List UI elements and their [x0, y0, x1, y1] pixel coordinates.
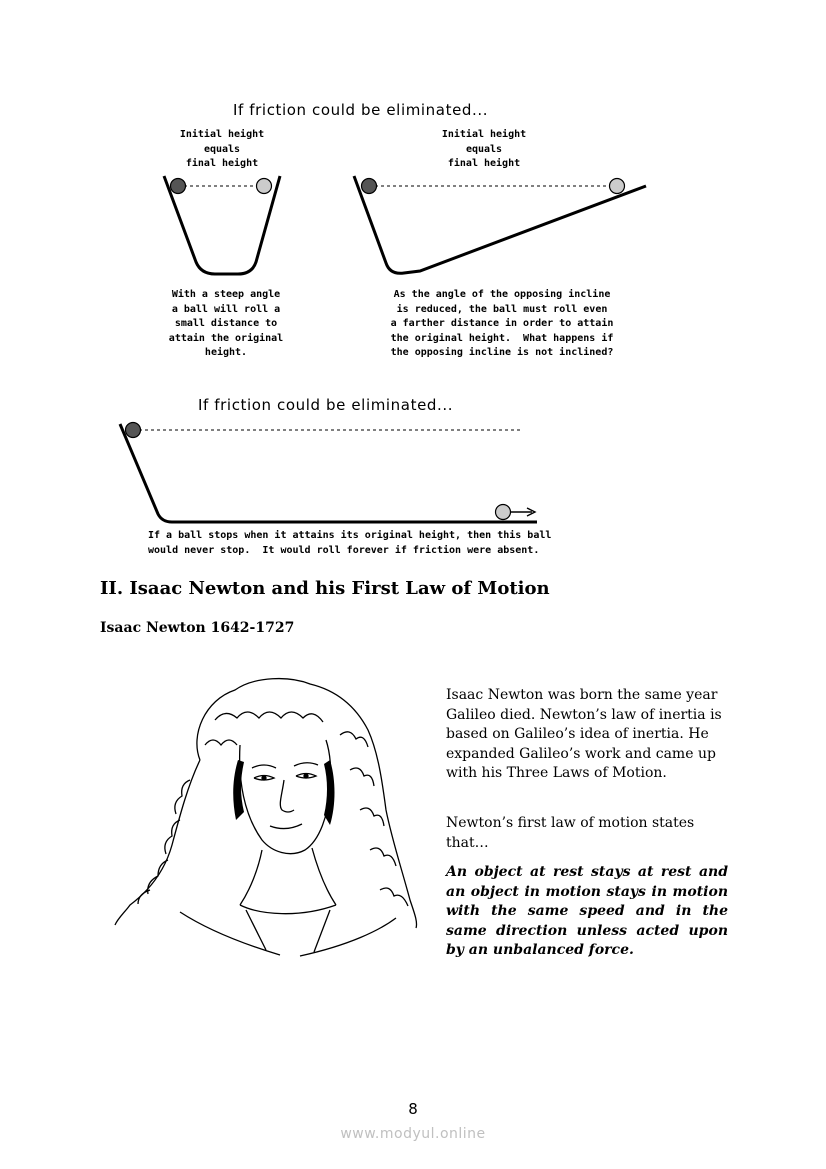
- figure2-title: If friction could be eliminated...: [198, 396, 454, 414]
- figure2-caption: If a ball stops when it attains its original height, then this ball would never stop. It would roll forever if friction were absent.: [148, 530, 552, 556]
- figure1-left-top-caption: Initial height equals final height: [179, 129, 265, 169]
- figure1-left-bottom-caption: With a steep angle a ball will roll a small distance to attain the original height.: [168, 289, 284, 358]
- watermark: www.modyul.online: [340, 1126, 486, 1142]
- figure1-right-top-caption: Initial height equals final height: [441, 129, 527, 169]
- figure1-right-bottom-caption: As the angle of the opposing incline is reduced, the ball must roll even a farther distance in order to attain the original height. What happens if the opposing incline is not inclined?: [390, 289, 614, 358]
- first-law-intro: Newton’s first law of motion states that…: [446, 815, 695, 851]
- newton-subheading: Isaac Newton 1642-1727: [100, 620, 295, 636]
- first-law-statement: An object at rest stays at rest and an object in motion stays in motion with the same speed and in the same direction unless acted upon by an unbalanced force.: [446, 864, 728, 958]
- section-heading: II. Isaac Newton and his First Law of Motion: [100, 578, 550, 599]
- newton-bio-paragraph: Isaac Newton was born the same year Galileo died. Newton’s law of inertia is based on Galileo’s idea of inertia. He expanded Galileo’s work and came up with his Three Laws of Motion.: [446, 687, 722, 781]
- figure1-title: If friction could be eliminated...: [233, 101, 489, 119]
- page-number: 8: [408, 1100, 418, 1118]
